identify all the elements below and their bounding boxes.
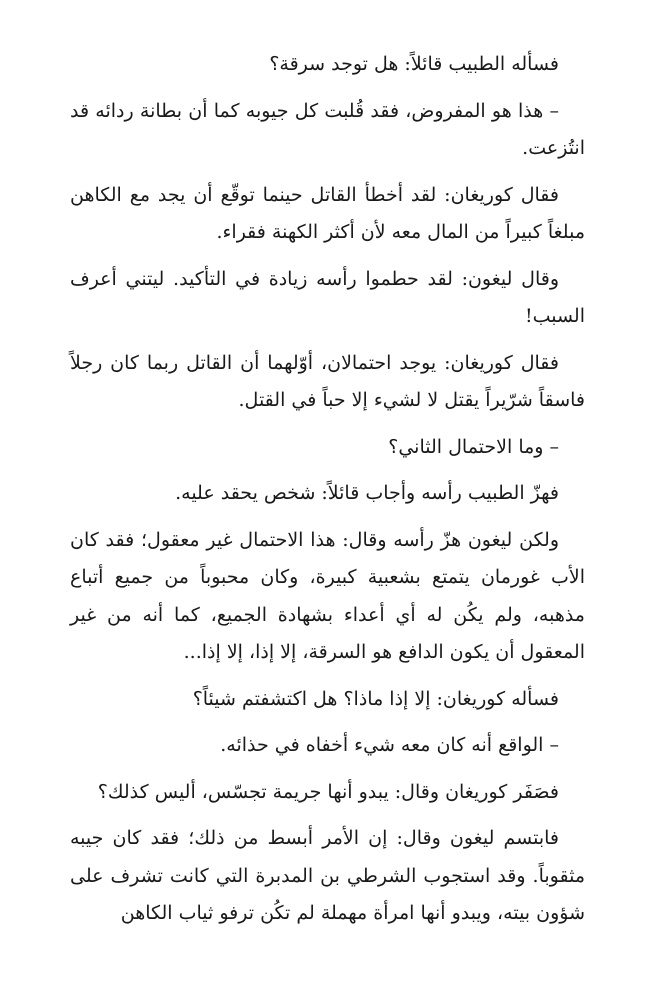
book-page-text bbox=[70, 46, 585, 942]
paragraph-8: ولكن ليغون هزّ رأسه وقال: هذا الاحتمال غير معقول؛ فقد كان الأب غورمان يتمتع بشعبية كبيرة، وكان محبوباً من جميع أتباع مذهبه، ولم يكُن له أي أعداء بشهادة الجميع، كما أنه من غير المعقول أن يكون الدافع هو السرقة، إلا إذا، إلا إذا... bbox=[70, 528, 585, 663]
paragraph-4: وقال ليغون: لقد حطموا رأسه زيادة في التأكيد. ليتني أعرف السبب! bbox=[70, 267, 585, 327]
paragraph-12: فابتسم ليغون وقال: إن الأمر أبسط من ذلك؛ فقد كان جيبه مثقوباً. وقد استجوب الشرطي بن المدبرة التي كانت تشرف على شؤون بيته، ويبدو أنها امرأة مهملة لم تكُن ترفو ثياب الكاهن bbox=[70, 827, 585, 924]
paragraph-2: – هذا هو المفروض، فقد قُلبت كل جيوبه كما أن بطانة ردائه قد انتُزعت. bbox=[70, 99, 585, 159]
paragraph-11: فصَفَر كوريغان وقال: يبدو أنها جريمة تجسّس، أليس كذلك؟ bbox=[97, 780, 559, 803]
paragraph-6: – وما الاحتمال الثاني؟ bbox=[388, 435, 559, 458]
paragraph-1: فسأله الطبيب قائلاً: هل توجد سرقة؟ bbox=[269, 53, 559, 75]
paragraph-5: فقال كوريغان: يوجد احتمالان، أوّلهما أن القاتل ربما كان رجلاً فاسقاً شرّيراً يقتل لا لشيء إلا حباً في القتل. bbox=[70, 351, 585, 411]
paragraph-3: فقال كوريغان: لقد أخطأ القاتل حينما توقّع أن يجد مع الكاهن مبلغاً كبيراً من المال معه لأن أكثر الكهنة فقراء. bbox=[70, 183, 585, 243]
paragraph-10: – الواقع أنه كان معه شيء أخفاه في حذائه. bbox=[220, 734, 559, 756]
paragraph-7: فهزّ الطبيب رأسه وأجاب قائلاً: شخص يحقد عليه. bbox=[175, 482, 559, 504]
paragraph-9: فسأله كوريغان: إلا إذا ماذا؟ هل اكتشفتم شيئاً؟ bbox=[192, 687, 559, 710]
